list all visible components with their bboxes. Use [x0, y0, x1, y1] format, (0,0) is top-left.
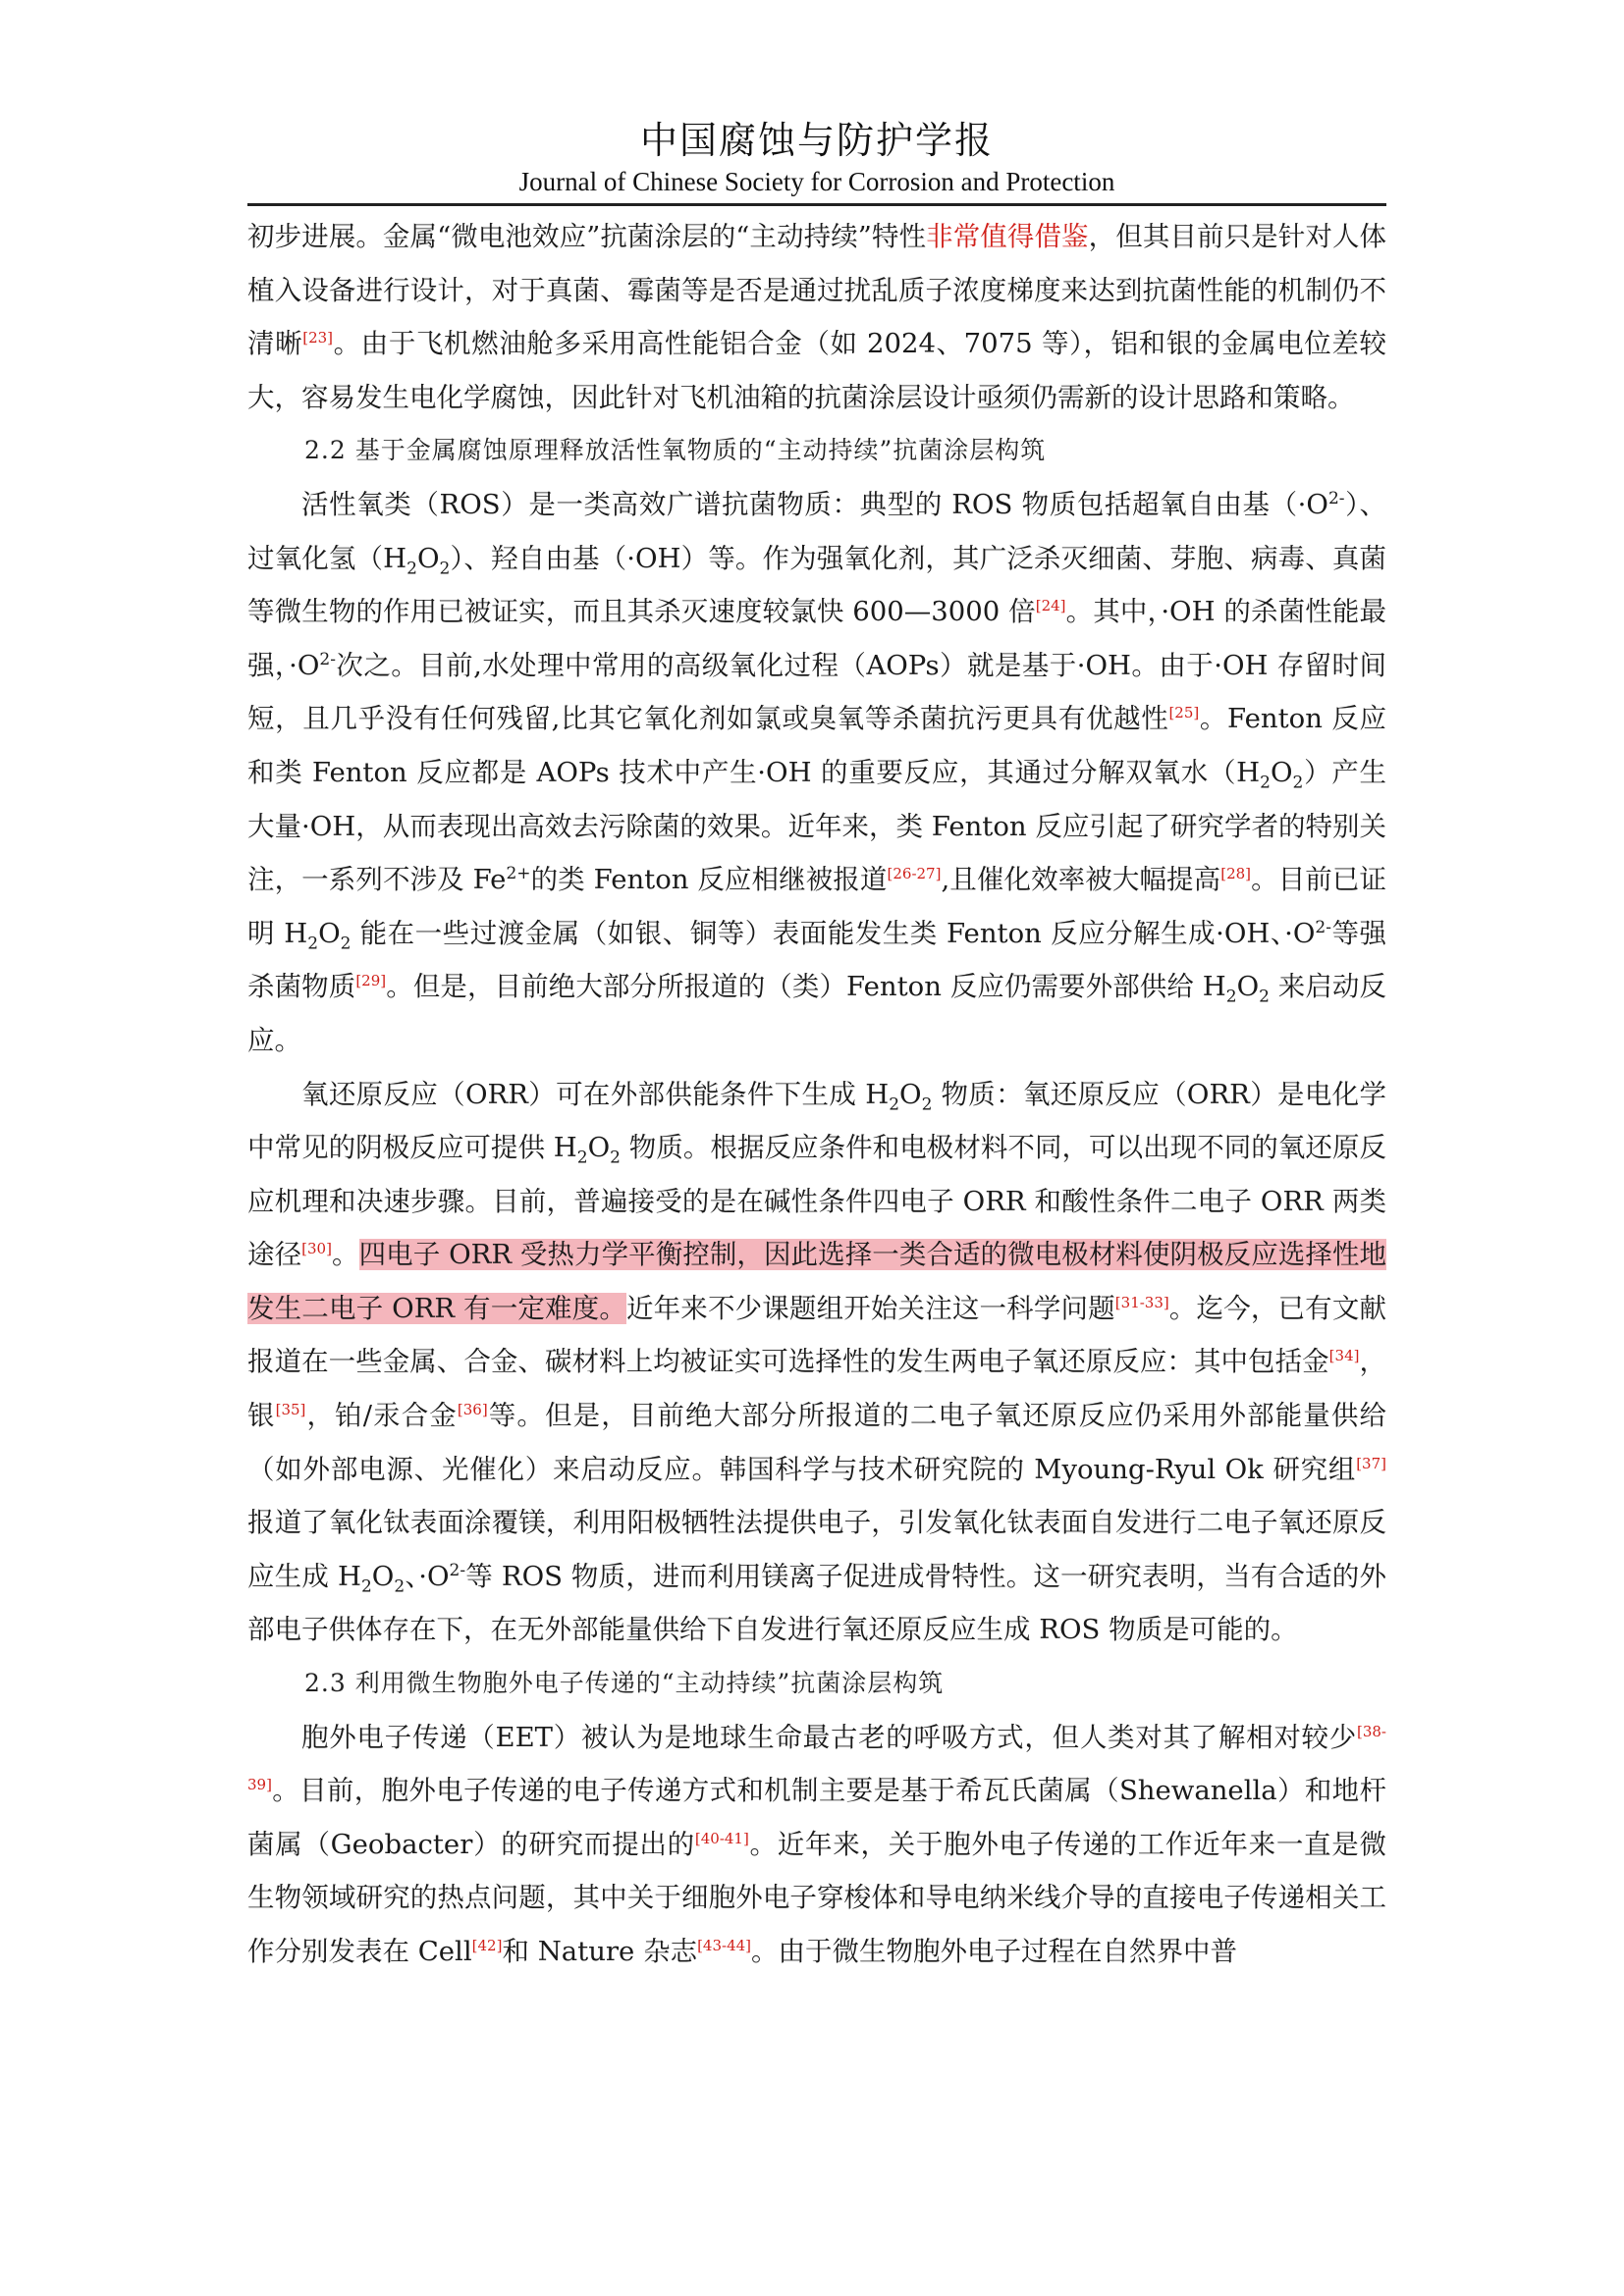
header-rule: [247, 203, 1386, 206]
citation[interactable]: [30]: [301, 1240, 332, 1258]
citation[interactable]: [40-41]: [694, 1829, 749, 1847]
citation[interactable]: [28]: [1220, 864, 1252, 882]
journal-title-en: Journal of Chinese Society for Corrosion and Protection: [518, 167, 1115, 196]
section-heading-2-3: 2.3 利用微生物胞外电子传递的“主动持续”抗菌涂层构筑: [304, 1669, 945, 1698]
citation[interactable]: [23]: [302, 329, 334, 347]
citation[interactable]: [42]: [471, 1936, 503, 1954]
highlighted-sentence: 四电子 ORR 受热力学平衡控制，因此选择一类合适的微电极材料使阴极反应选择性地发生二电子 ORR 有一定难度。: [247, 1239, 1387, 1324]
citation[interactable]: [43-44]: [697, 1936, 752, 1954]
paragraph-2: 活性氧类（ROS）是一类高效广谱抗菌物质：典型的 ROS 物质包括超氧自由基$(\cdot O^{2-})$、过氧化氢$(H_2O_2)$、羟自由基（·OH）等。作为强氧化剂，其广泛杀灭细菌、芽胞、病毒、真菌等微生物的作用已被证实，而且其杀灭速度较氯快 600—3000 倍[24]。其中，·OH 的杀菌性能最强，$\cdot O^{2-}$次之。目前,水处理中常用的高级氧化过程（AOPs）就是基于·OH。由于·OH 存留时间短，且几乎没有任何残留,比其它氧化剂如氯或臭氧等杀菌抗污更具有优越性[25]。Fenton 反应和类 Fenton 反应都是 AOPs 技术中产生·OH 的重要反应，其通过分解双氧水$(H_2O_2)$产生大量·OH，从而表现出高效去污除菌的效果。近年来，类 Fenton 反应引起了研究学者的特别关注，一系列不涉及 $Fe^{2+}$的类 Fenton 反应相继被报道[26-27],且催化效率被大幅提高[28]。目前已证明 $H_2O_2$ 能在一些过渡金属（如银、铜等）表面能发生类 Fenton 反应分解生成·OH、$\cdot O^{2-}$等强杀菌物质[29]。但是，目前绝大部分所报道的（类）Fenton 反应仍需要外部供给 $H_2O_2$ 来启动反应。: [247, 488, 1387, 1056]
citation[interactable]: [29]: [355, 972, 387, 990]
citation[interactable]: [31-33]: [1114, 1293, 1169, 1311]
paragraph-1: 初步进展。金属“微电池效应”抗菌涂层的“主动持续”特性非常值得借鉴，但其目前只是针对人体植入设备进行设计，对于真菌、霉菌等是否是通过扰乱质子浓度梯度来达到抗菌性能的机制仍不清晰[23]。由于飞机燃油舱多采用高性能铝合金（如 2024、7075 等），铝和银的金属电位差较大，容易发生电化学腐蚀，因此针对飞机油箱的抗菌涂层设计亟须仍需新的设计思路和策略。: [247, 221, 1387, 413]
article-body: [247, 210, 1386, 1979]
citation[interactable]: [25]: [1168, 704, 1200, 722]
journal-title-cn: 中国腐蚀与防护学报: [639, 119, 994, 162]
highlighted-red-text: 非常值得借鉴: [926, 221, 1089, 252]
citation[interactable]: [24]: [1035, 597, 1066, 614]
citation[interactable]: [26-27]: [887, 864, 942, 882]
page-header: [247, 116, 1386, 198]
paragraph-3: 氧还原反应（ORR）可在外部供能条件下生成 $H_2O_2$ 物质：氧还原反应（ORR）是电化学中常见的阴极反应可提供 $H_2O_2$ 物质。根据反应条件和电极材料不同，可以出现不同的氧还原反应机理和决速步骤。目前，普遍接受的是在碱性条件四电子 ORR 和酸性条件二电子 ORR 两类途径[30]。四电子 ORR 受热力学平衡控制，因此选择一类合适的微电极材料使阴极反应选择性地发生二电子 ORR 有一定难度。近年来不少课题组开始关注这一科学问题[31-33]。迄今，已有文献报道在一些金属、合金、碳材料上均被证实可选择性的发生两电子氧还原反应：其中包括金[34]，银[35]，铂/汞合金[36]等。但是，目前绝大部分所报道的二电子氧还原反应仍采用外部能量供给（如外部电源、光催化）来启动反应。韩国科学与技术研究院的 Myoung-Ryul Ok 研究组[37]报道了氧化钛表面涂覆镁，利用阳极牺牲法提供电子，引发氧化钛表面自发进行二电子氧还原反应生成 $H_2O_2$、$\cdot O^{2-}$等 ROS 物质，进而利用镁离子促进成骨特性。这一研究表明，当有合适的外部电子供体存在下，在无外部能量供给下自发进行氧还原反应生成 ROS 物质是可能的。: [247, 1078, 1387, 1646]
citation[interactable]: [37]: [1356, 1454, 1386, 1472]
citation[interactable]: [35]: [275, 1400, 306, 1418]
citation[interactable]: [34]: [1328, 1347, 1360, 1365]
section-heading-2-2: 2.2 基于金属腐蚀原理释放活性氧物质的“主动持续”抗菌涂层构筑: [304, 436, 1047, 465]
citation[interactable]: [36]: [457, 1400, 488, 1418]
paragraph-4: 胞外电子传递（EET）被认为是地球生命最古老的呼吸方式，但人类对其了解相对较少[38-39]。目前，胞外电子传递的电子传递方式和机制主要是基于希瓦氏菌属（Shewanella）和地杆菌属（Geobacter）的研究而提出的[40-41]。近年来，关于胞外电子传递的工作近年来一直是微生物领域研究的热点问题，其中关于细胞外电子穿梭体和导电纳米线介导的直接电子传递相关工作分别发表在 Cell[42]和 Nature 杂志[43-44]。由于微生物胞外电子过程在自然界中普: [247, 1721, 1387, 1967]
citation[interactable]: [38-39]: [247, 1722, 1386, 1794]
